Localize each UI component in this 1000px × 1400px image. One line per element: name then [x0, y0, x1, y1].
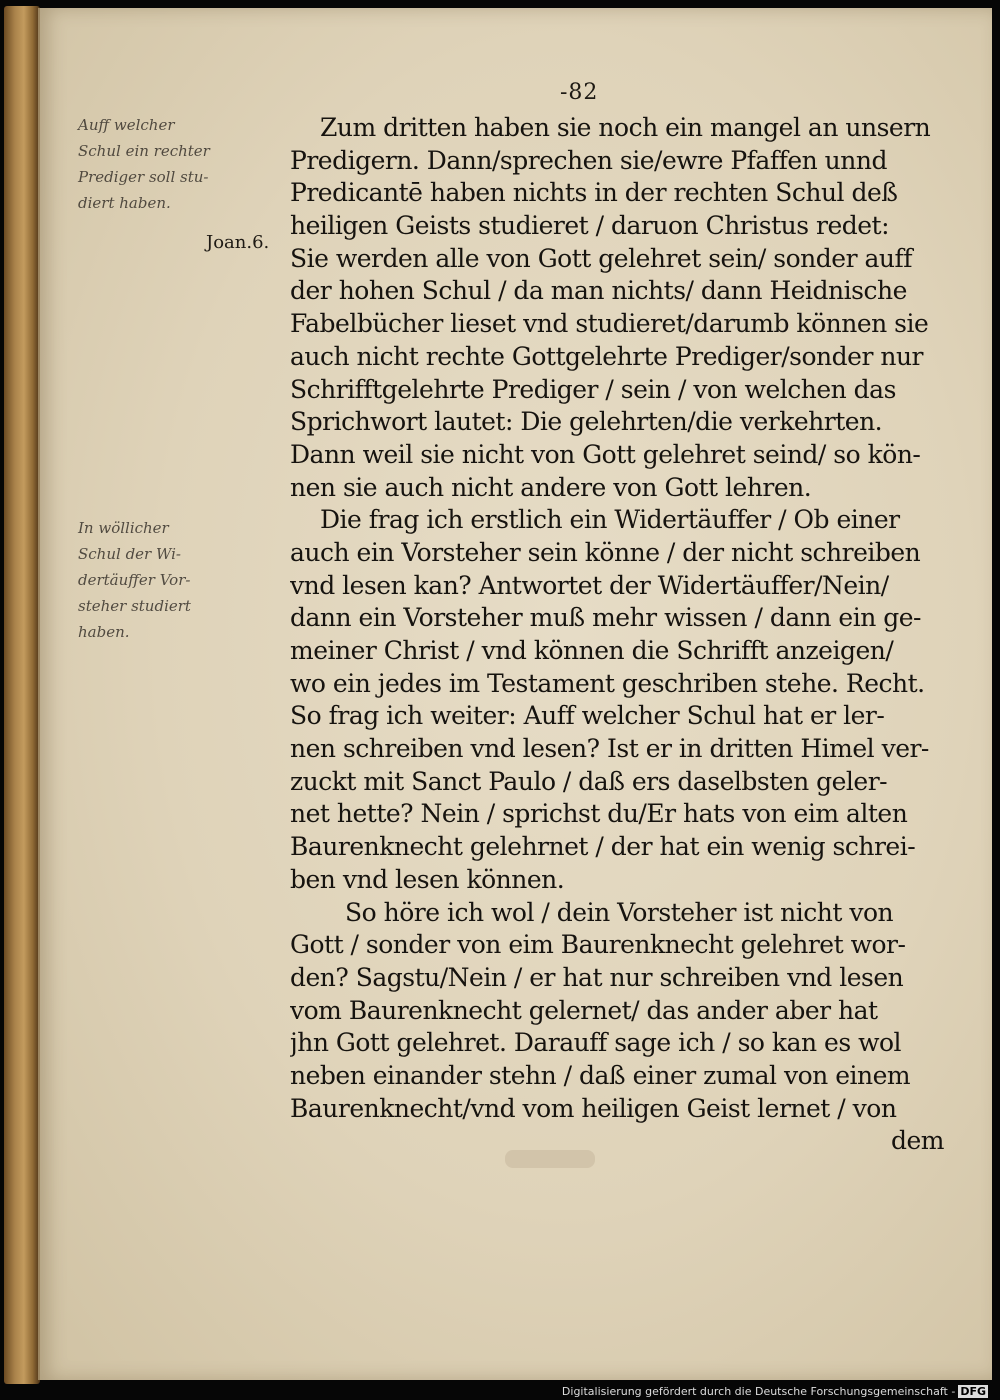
- text-line: Predicantē haben nichts in der rechten Schul deß: [290, 178, 898, 208]
- margin-note-line: Prediger soll stu-: [78, 168, 209, 186]
- text-line: Die frag ich erstlich ein Widertäuffer / Ob einer: [320, 505, 900, 535]
- dfg-logo: DFG: [960, 1385, 986, 1398]
- text-line: der hohen Schul / da man nichts/ dann Heidnische: [290, 276, 907, 306]
- margin-note-line: Schul der Wi-: [78, 545, 182, 563]
- text-line: Schrifftgelehrte Prediger / sein / von welchen das: [290, 374, 896, 404]
- text-line: vnd lesen kan? Antwortet der Widertäuffer/Nein/: [290, 570, 889, 600]
- text-line: den? Sagstu/Nein / er hat nur schreiben vnd lesen: [290, 962, 904, 992]
- text-line: heiligen Geists studieret / daruon Christus redet:: [290, 211, 890, 241]
- text-line: neben einander stehn / daß einer zumal von einem: [290, 1060, 911, 1090]
- text-line: So frag ich weiter: Auff welcher Schul hat er ler-: [290, 701, 885, 731]
- credit-text: Digitalisierung gefördert durch die Deutsche Forschungsgemeinschaft -: [561, 1385, 956, 1398]
- text-line: Zum dritten haben sie noch ein mangel an unsern: [320, 113, 931, 142]
- text-line: Gott / sonder von eim Baurenknecht gelehret wor-: [290, 930, 906, 960]
- margin-note-line: haben.: [78, 623, 130, 641]
- text-line: Dann weil sie nicht von Gott gelehret seind/ so kön-: [290, 439, 921, 469]
- text-line: Fabelbücher lieset vnd studieret/darumb können sie: [290, 309, 929, 339]
- margin-note-line: Schul ein rechter: [78, 142, 210, 160]
- digitization-credit: [562, 1385, 988, 1398]
- margin-note-line: Auff welcher: [78, 116, 175, 134]
- text-line: dann ein Vorsteher muß mehr wissen / dann ein ge-: [290, 603, 921, 633]
- text-line: Sie werden alle von Gott gelehret sein/ sonder auff: [290, 243, 912, 273]
- margin-note-line: dertäuffer Vor-: [78, 571, 191, 589]
- margin-note-line: In wöllicher: [78, 519, 169, 537]
- text-line: auch ein Vorsteher sein könne / der nicht schreiben: [290, 537, 921, 567]
- margin-note-1: [78, 112, 288, 216]
- margin-note-2: [78, 515, 288, 645]
- text-line: jhn Gott gelehret. Darauff sage ich / so kan es wol: [290, 1028, 902, 1058]
- text-line: Predigern. Dann/sprechen sie/ewre Pfaffen unnd: [290, 145, 887, 175]
- text-line: meiner Christ / vnd können die Schrifft anzeigen/: [290, 636, 894, 665]
- page-number: -82: [560, 80, 599, 105]
- text-line: vom Baurenknecht gelernet/ das ander aber hat: [290, 995, 878, 1025]
- text-line: wo ein jedes im Testament geschriben stehe. Recht.: [290, 668, 925, 698]
- text-line: ben vnd lesen können.: [290, 864, 565, 894]
- text-line: net hette? Nein / sprichst du/Er hats von eim alten: [290, 799, 908, 829]
- book-spine: [4, 6, 40, 1384]
- paper-stain: [505, 1150, 595, 1168]
- catchword: dem: [890, 1126, 944, 1156]
- text-line: So höre ich wol / dein Vorsteher ist nicht von: [345, 897, 894, 927]
- text-line: nen schreiben vnd lesen? Ist er in dritten Himel ver-: [290, 734, 929, 764]
- margin-note-line: steher studiert: [78, 597, 191, 615]
- main-text-block: [290, 112, 958, 1158]
- margin-note-line: diert haben.: [78, 194, 171, 212]
- text-line: Baurenknecht gelehrnet / der hat ein wenig schrei-: [290, 832, 916, 862]
- text-line: zuckt mit Sanct Paulo / daß ers daselbsten geler-: [290, 766, 888, 796]
- text-line: Baurenknecht/vnd vom heiligen Geist lernet / von: [290, 1093, 897, 1123]
- text-line: nen sie auch nicht andere von Gott lehren.: [290, 472, 812, 502]
- margin-scripture-reference: Joan.6.: [206, 232, 270, 253]
- text-line: auch nicht rechte Gottgelehrte Prediger/sonder nur: [290, 341, 923, 371]
- text-line: Sprichwort lautet: Die gelehrten/die verkehrten.: [290, 407, 883, 437]
